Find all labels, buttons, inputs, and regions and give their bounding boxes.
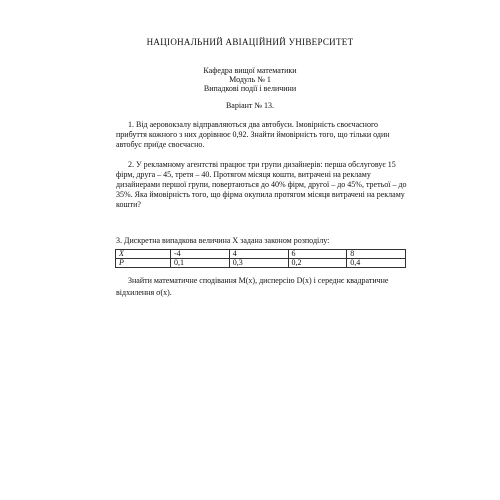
table-cell: 0,4	[347, 259, 406, 268]
table-cell: 0,2	[288, 259, 347, 268]
table-cell: X	[116, 250, 171, 259]
table-cell: -4	[171, 250, 230, 259]
module-number: Модуль № 1	[229, 75, 271, 84]
problem1-line1: 1. Від аеровокзалу відправляються два автобуси. Імовірність своєчасного	[128, 120, 379, 129]
problem2-line1: 2. У рекламному агентстві працює три групи дизайнерів: перша обслуговує 15	[128, 160, 396, 169]
table-cell: 6	[288, 250, 347, 259]
problem2-line5: кошти?	[116, 200, 141, 209]
table-row	[116, 250, 406, 259]
table-cell: 0,3	[229, 259, 288, 268]
problem3-line1: 3. Дискретна випадкова величина X задана законом розподілу:	[116, 236, 330, 245]
problem2-line4: 35%. Яка ймовірність того, що фірма окупила протягом місяця витрачені на рекламу	[116, 190, 405, 199]
table-cell: P	[116, 259, 171, 268]
problem1-line2: прибуття кожного з них дорівнює 0,92. Знайти ймовірність того, що тільки один	[116, 130, 390, 139]
problem2-line3: дизайнерами першої групи, повертаються до 40% фірм, другої – до 45%, третьої – до	[116, 180, 407, 189]
distribution-table	[115, 249, 406, 268]
university-title: НАЦІОНАЛЬНИЙ АВІАЦІЙНИЙ УНІВЕРСИТЕТ	[146, 37, 354, 47]
problem3-after2: відхилення σ(x).	[116, 288, 172, 297]
table-cell: 0,1	[171, 259, 230, 268]
table-row	[116, 259, 406, 268]
table-cell: 8	[347, 250, 406, 259]
topic-title: Випадкові події і величини	[203, 84, 297, 93]
department-name: Кафедра вищої математики	[203, 66, 297, 75]
problem1-line3: автобус приїде своєчасно.	[116, 140, 205, 149]
table-cell: 4	[229, 250, 288, 259]
variant-number: Варіант № 13.	[225, 101, 275, 110]
problem2-line2: фірм, друга – 45, третя – 40. Протягом місяця кошти, витрачені на рекламу	[116, 170, 371, 179]
problem3-after1: Знайти математичне сподівання M(x), дисперсію D(x) і середнє квадратичне	[128, 276, 389, 285]
